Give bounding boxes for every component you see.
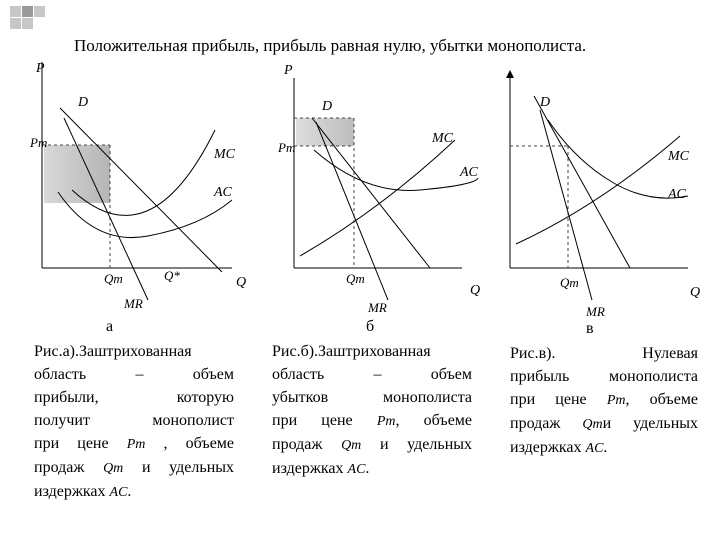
mc-curve	[516, 136, 680, 244]
caption-line: область – объем	[34, 366, 234, 383]
ac-label: AC	[460, 165, 478, 180]
ac-label: AC	[214, 185, 232, 200]
caption-c	[510, 342, 698, 460]
qm-label: Qm	[104, 271, 123, 286]
caption-line: при цене Pm, объеме	[272, 412, 473, 429]
qstar-label: Q*	[164, 268, 180, 283]
q-label: Q	[690, 285, 701, 300]
mr-label: MR	[124, 296, 143, 311]
qm-label: Qm	[560, 275, 579, 290]
d-label: D	[322, 99, 333, 114]
loss-area	[296, 118, 354, 146]
caption-b	[272, 340, 472, 481]
q-label: Q	[236, 275, 247, 290]
mc-label: MC	[214, 147, 235, 162]
p-label: P	[36, 61, 45, 76]
caption-line: Рис.б).Заштрихованная	[272, 343, 431, 360]
caption-line: продаж Qm и удельных	[272, 436, 472, 453]
caption-a	[34, 340, 234, 504]
caption-line: прибыль монополиста	[510, 368, 698, 385]
graph-a	[29, 61, 246, 311]
qm-label: Qm	[346, 271, 365, 286]
caption-line: продаж Qm и удельных	[34, 459, 234, 476]
mr-label: MR	[586, 304, 605, 319]
demand-curve	[534, 96, 630, 268]
ac-curve	[314, 150, 478, 191]
caption-line: Рис.а).Заштрихованная	[34, 343, 192, 360]
panel-letter-a: а	[106, 318, 114, 335]
caption-line: издержках AC.	[34, 483, 132, 500]
caption-line: при цене Pm , объеме	[34, 435, 235, 452]
mc-label: MC	[668, 149, 689, 164]
panel-letter-b: б	[366, 318, 375, 335]
mc-label: MC	[432, 131, 453, 146]
pm-label: Pm	[278, 140, 296, 155]
panel-letter-c: в	[586, 320, 594, 337]
ac-label: AC	[668, 187, 686, 202]
caption-line: Рис.в). Нулевая	[510, 345, 698, 362]
page-title: Положительная прибыль, прибыль равная нулю, убытки монополиста.	[74, 36, 587, 55]
p-label: P	[284, 63, 293, 78]
graph-b	[277, 63, 480, 315]
caption-line: при цене Pm, объеме	[510, 391, 699, 408]
mr-label: MR	[368, 300, 387, 315]
caption-line: издержках AC.	[510, 439, 608, 456]
d-label: D	[78, 95, 89, 110]
d-label: D	[540, 95, 551, 110]
caption-line: область – объем	[272, 366, 472, 383]
caption-line: получит монополист	[34, 412, 234, 429]
caption-line: прибыли, которую	[34, 389, 234, 406]
y-axis-arrow	[506, 70, 514, 78]
pm-label: Pm	[30, 135, 48, 150]
caption-line: продаж Qmи удельных	[510, 415, 698, 432]
caption-line: убытков монополиста	[272, 389, 472, 406]
graph-c	[506, 70, 700, 319]
caption-line: издержках AC.	[272, 460, 370, 477]
mr-curve	[540, 110, 592, 300]
q-label: Q	[470, 283, 481, 298]
demand-curve	[312, 118, 430, 268]
